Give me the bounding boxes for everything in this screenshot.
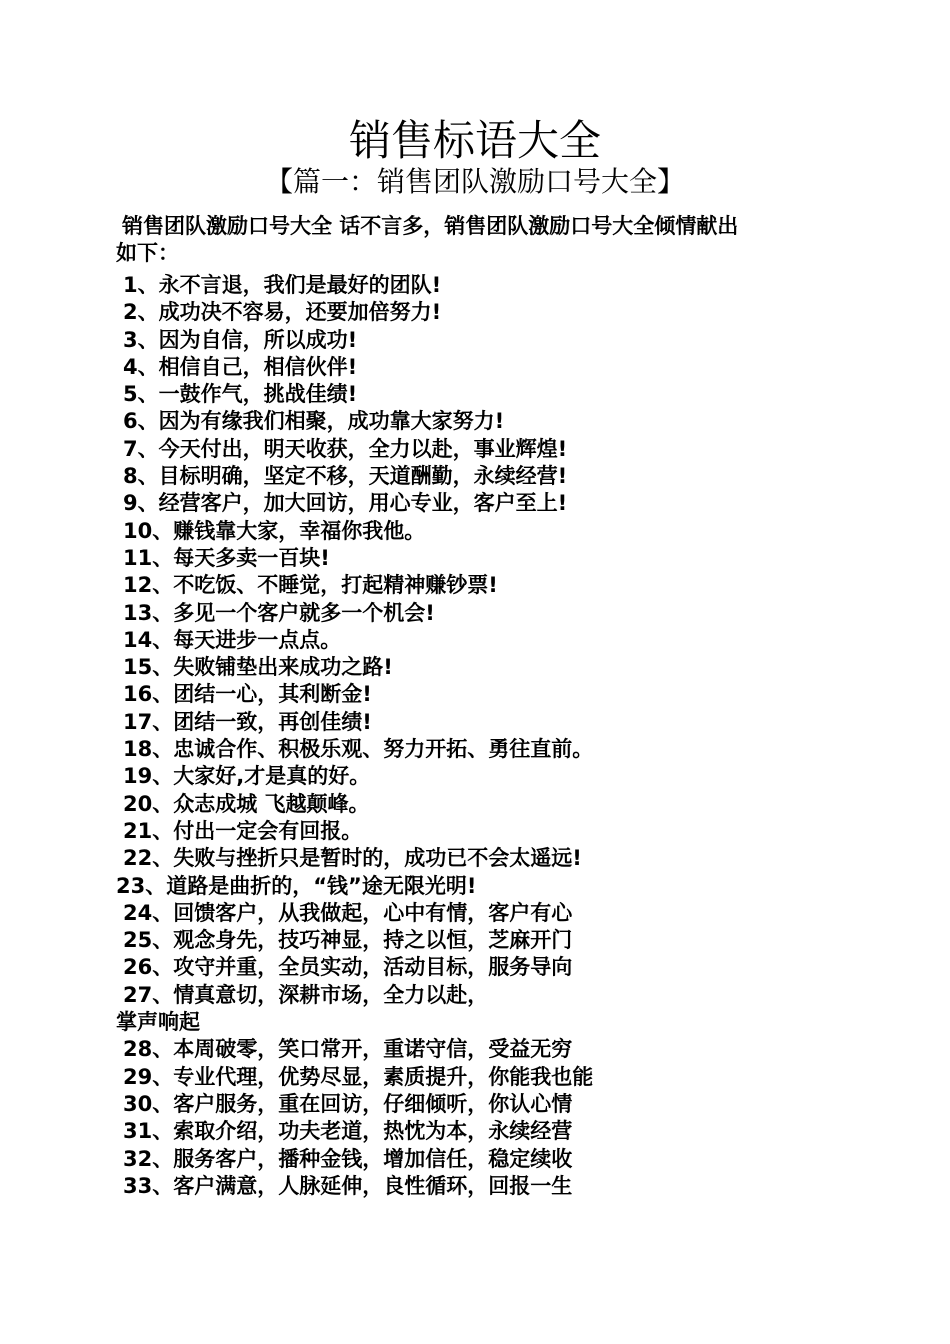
document-subtitle: 【篇一：销售团队激励口号大全】 bbox=[264, 165, 685, 198]
slogan-item: 27、情真意切，深耕市场，全力以赴， bbox=[123, 982, 489, 1007]
slogan-item: 2、成功决不容易，还要加倍努力! bbox=[123, 300, 442, 325]
slogan-item: 4、相信自己，相信伙伴! bbox=[123, 354, 358, 379]
slogan-item: 17、团结一致，再创佳绩! bbox=[123, 709, 372, 734]
slogan-item: 30、客户服务，重在回访，仔细倾听，你认心情 bbox=[123, 1091, 573, 1116]
slogan-item: 24、回馈客户，从我做起，心中有情，客户有心 bbox=[123, 900, 573, 925]
slogan-item: 23、道路是曲折的，“钱”途无限光明! bbox=[116, 873, 477, 898]
slogan-item: 33、客户满意，人脉延伸，良性循环，回报一生 bbox=[123, 1173, 573, 1198]
document-title: 销售标语大全 bbox=[348, 116, 601, 165]
slogan-item: 21、付出一定会有回报。 bbox=[123, 818, 363, 843]
slogan-list bbox=[116, 272, 876, 1200]
slogan-item: 11、每天多卖一百块! bbox=[123, 545, 330, 570]
slogan-item: 19、大家好,才是真的好。 bbox=[123, 764, 371, 789]
slogan-item: 5、一鼓作气，挑战佳绩! bbox=[123, 382, 358, 407]
slogan-item: 31、索取介绍，功夫老道，热忱为本，永续经营 bbox=[123, 1119, 573, 1144]
slogan-item: 28、本周破零，笑口常开，重诺守信，受益无穷 bbox=[123, 1037, 573, 1062]
slogan-item: 20、众志成城 飞越颠峰。 bbox=[123, 791, 370, 816]
slogan-item: 18、忠诚合作、积极乐观、努力开拓、勇往直前。 bbox=[123, 737, 594, 762]
slogan-item: 15、失败铺垫出来成功之路! bbox=[123, 655, 393, 680]
slogan-item: 14、每天进步一点点。 bbox=[123, 627, 342, 652]
slogan-item: 13、多见一个客户就多一个机会! bbox=[123, 600, 435, 625]
slogan-item: 12、不吃饭、不睡觉，打起精神赚钞票! bbox=[123, 573, 498, 598]
slogan-item: 25、观念身先，技巧神显，持之以恒，芝麻开门 bbox=[123, 928, 573, 953]
slogan-item: 掌声响起 bbox=[116, 1010, 200, 1035]
intro-line: 销售团队激励口号大全 话不言多，销售团队激励口号大全倾情献出 bbox=[122, 214, 739, 238]
slogan-item: 32、服务客户，播种金钱，增加信任，稳定续收 bbox=[123, 1146, 573, 1171]
intro-line: 如下： bbox=[116, 241, 179, 265]
slogan-item: 16、团结一心，其利断金! bbox=[123, 682, 372, 707]
slogan-item: 7、今天付出，明天收获，全力以赴，事业辉煌! bbox=[123, 436, 568, 461]
slogan-item: 6、因为有缘我们相聚，成功靠大家努力! bbox=[123, 409, 505, 434]
slogan-item: 8、目标明确，坚定不移，天道酬勤，永续经营! bbox=[123, 464, 568, 489]
slogan-item: 10、赚钱靠大家，幸福你我他。 bbox=[123, 518, 426, 543]
intro-paragraph bbox=[116, 213, 836, 267]
slogan-item: 1、永不言退，我们是最好的团队! bbox=[123, 273, 442, 297]
slogan-item: 3、因为自信，所以成功! bbox=[123, 327, 358, 352]
slogan-item: 29、专业代理，优势尽显，素质提升，你能我也能 bbox=[123, 1064, 594, 1089]
slogan-item: 26、攻守并重，全员实动，活动目标，服务导向 bbox=[123, 955, 573, 980]
slogan-item: 22、失败与挫折只是暂时的，成功已不会太遥远! bbox=[123, 846, 582, 871]
slogan-item: 9、经营客户，加大回访，用心专业，客户至上! bbox=[123, 491, 568, 516]
